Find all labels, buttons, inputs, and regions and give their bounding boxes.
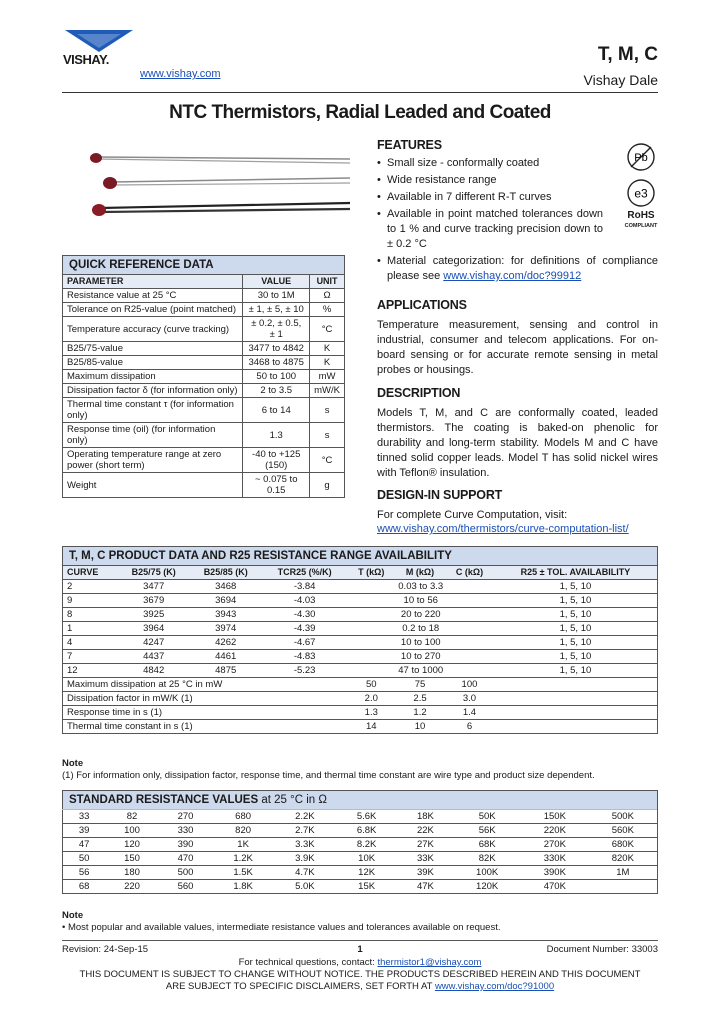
table-row <box>63 866 658 880</box>
parameter-cell: Maximum dissipation <box>63 370 243 384</box>
resistance-value-cell: 330K <box>521 852 589 866</box>
resistance-value-cell: 150K <box>521 810 589 824</box>
standard-note-heading: Note <box>62 910 84 921</box>
unit-cell: K <box>310 342 345 356</box>
spec-c-cell: 100 <box>445 678 494 692</box>
resistance-value-cell: 22K <box>397 824 453 838</box>
resistance-value-cell: 39K <box>397 866 453 880</box>
feature-item: • Wide resistance range <box>377 173 603 188</box>
curve-cell: 2 <box>63 580 118 594</box>
resistance-value-cell: 180 <box>105 866 158 880</box>
standard-values-title-suffix: at 25 °C in Ω <box>258 794 327 806</box>
resistance-value-cell: 390K <box>521 866 589 880</box>
value-cell: ± 0.2, ± 0.5, ± 1 <box>243 317 310 342</box>
spec-c-cell: 1.4 <box>445 706 494 720</box>
spec-c-cell: 6 <box>445 720 494 734</box>
resistance-value-cell: 82 <box>105 810 158 824</box>
feature-item-text: Material categorization: for definitions of compliance please see <box>387 255 658 282</box>
col-header: B25/85 (K) <box>190 566 262 580</box>
table-row <box>63 678 658 692</box>
applications-heading: APPLICATIONS <box>377 298 467 312</box>
tcr-cell: -4.03 <box>262 594 348 608</box>
header-divider <box>62 92 658 93</box>
quick-reference-title: QUICK REFERENCE DATA <box>62 255 345 274</box>
resistance-value-cell: 820 <box>212 824 274 838</box>
table-row <box>63 852 658 866</box>
feature-item: • Available in point matched tolerances down to 1 % and curve tracking precision down to ± 0.2 °C <box>377 207 603 252</box>
spec-m-cell: 1.2 <box>395 706 445 720</box>
table-row <box>63 423 345 448</box>
features-list-2 <box>377 254 658 284</box>
resistance-value-cell: 390 <box>159 838 212 852</box>
unit-cell: g <box>310 473 345 498</box>
value-cell: 3468 to 4875 <box>243 356 310 370</box>
tolerance-cell: 1, 5, 10 <box>494 594 658 608</box>
disclaimer-line-1: THIS DOCUMENT IS SUBJECT TO CHANGE WITHOUT NOTICE. THE PRODUCTS DESCRIBED HEREIN AND THIS DOCUMENT <box>79 969 641 980</box>
quick-reference-grid <box>62 274 345 498</box>
resistance-value-cell: 68K <box>453 838 521 852</box>
resistance-value-cell: 560K <box>589 824 658 838</box>
quick-reference-table <box>62 255 345 498</box>
curve-cell: 1 <box>63 622 118 636</box>
resistance-value-cell: 150 <box>105 852 158 866</box>
table-row <box>63 692 658 706</box>
table-row <box>63 317 345 342</box>
resistance-value-cell: 560 <box>159 880 212 894</box>
logo-wordmark: VISHAY. <box>63 52 109 67</box>
parameter-cell: B25/85-value <box>63 356 243 370</box>
spec-label-cell: Maximum dissipation at 25 °C in mW <box>63 678 348 692</box>
spec-t-cell: 50 <box>348 678 395 692</box>
parameter-cell: Dissipation factor δ (for information only) <box>63 384 243 398</box>
table-row <box>63 303 345 317</box>
resistance-value-cell: 27K <box>397 838 453 852</box>
resistance-value-cell: 3.9K <box>274 852 336 866</box>
website-link[interactable]: www.vishay.com <box>140 68 221 80</box>
unit-cell: °C <box>310 317 345 342</box>
feature-item <box>377 254 658 284</box>
curve-computation-link[interactable]: www.vishay.com/thermistors/curve-computation-list/ <box>377 523 629 535</box>
spec-m-cell: 10 <box>395 720 445 734</box>
page-title: NTC Thermistors, Radial Leaded and Coated <box>169 102 551 123</box>
standard-values-table <box>62 790 658 894</box>
resistance-value-cell: 820K <box>589 852 658 866</box>
tcr-cell: -4.67 <box>262 636 348 650</box>
range-cell: 10 to 56 <box>348 594 494 608</box>
parameter-cell: Weight <box>63 473 243 498</box>
table-row <box>63 384 345 398</box>
spec-m-cell: 2.5 <box>395 692 445 706</box>
spec-label-cell: Thermal time constant in s (1) <box>63 720 348 734</box>
resistance-value-cell: 470 <box>159 852 212 866</box>
b2585-cell: 3694 <box>190 594 262 608</box>
table-row <box>63 880 658 894</box>
resistance-value-cell: 120K <box>453 880 521 894</box>
curve-cell: 4 <box>63 636 118 650</box>
product-data-body <box>63 580 658 734</box>
tcr-cell: -4.39 <box>262 622 348 636</box>
tolerance-cell: 1, 5, 10 <box>494 580 658 594</box>
value-cell: 1.3 <box>243 423 310 448</box>
spec-label-cell: Dissipation factor in mW/K (1) <box>63 692 348 706</box>
resistance-value-cell: 15K <box>336 880 398 894</box>
description-heading: DESCRIPTION <box>377 386 461 400</box>
col-header: M (kΩ) <box>395 566 445 580</box>
table-row <box>63 824 658 838</box>
resistance-value-cell: 47K <box>397 880 453 894</box>
value-cell: 30 to 1M <box>243 289 310 303</box>
unit-cell: s <box>310 423 345 448</box>
resistance-value-cell: 120 <box>105 838 158 852</box>
resistance-value-cell: 1M <box>589 866 658 880</box>
resistance-value-cell: 270K <box>521 838 589 852</box>
spec-t-cell: 1.3 <box>348 706 395 720</box>
b2575-cell: 3679 <box>118 594 190 608</box>
standard-values-body <box>63 810 658 894</box>
resistance-value-cell: 50K <box>453 810 521 824</box>
table-row <box>63 356 345 370</box>
col-header: UNIT <box>310 275 345 289</box>
empty-cell <box>494 692 658 706</box>
table-row <box>63 370 345 384</box>
resistance-value-cell: 56 <box>63 866 106 880</box>
product-note-heading: Note <box>62 758 84 769</box>
spec-t-cell: 2.0 <box>348 692 395 706</box>
table-row <box>63 650 658 664</box>
table-row <box>63 810 658 824</box>
standard-values-title <box>62 790 658 809</box>
curve-cell: 8 <box>63 608 118 622</box>
features-section <box>377 156 658 286</box>
curve-cell: 9 <box>63 594 118 608</box>
value-cell: ± 1, ± 5, ± 10 <box>243 303 310 317</box>
tcr-cell: -4.83 <box>262 650 348 664</box>
standard-values-title-main: STANDARD RESISTANCE VALUES <box>69 794 259 806</box>
tcr-cell: -3.84 <box>262 580 348 594</box>
table-row <box>63 664 658 678</box>
col-header: TCR25 (%/K) <box>262 566 348 580</box>
disclaimer-line-2 <box>0 981 720 992</box>
col-header: VALUE <box>243 275 310 289</box>
disclaimer-line-2-text: ARE SUBJECT TO SPECIFIC DISCLAIMERS, SET FORTH AT <box>165 981 435 992</box>
parameter-cell: Tolerance on R25-value (point matched) <box>63 303 243 317</box>
resistance-value-cell: 1K <box>212 838 274 852</box>
curve-cell: 12 <box>63 664 118 678</box>
range-cell: 47 to 1000 <box>348 664 494 678</box>
parameter-cell: Response time (oil) (for information only) <box>63 423 243 448</box>
empty-cell <box>494 706 658 720</box>
rohs-label: RoHS <box>627 210 655 221</box>
features-heading: FEATURES <box>377 138 442 152</box>
resistance-value-cell: 1.8K <box>212 880 274 894</box>
resistance-value-cell: 56K <box>453 824 521 838</box>
unit-cell: mW <box>310 370 345 384</box>
col-header: PARAMETER <box>63 275 243 289</box>
resistance-value-cell: 5.6K <box>336 810 398 824</box>
rohs-badge <box>621 211 661 231</box>
col-header: CURVE <box>63 566 118 580</box>
resistance-value-cell: 1.2K <box>212 852 274 866</box>
b2585-cell: 3974 <box>190 622 262 636</box>
range-cell: 20 to 220 <box>348 608 494 622</box>
contact-email-link[interactable]: thermistor1@vishay.com <box>377 957 482 968</box>
resistance-value-cell: 3.3K <box>274 838 336 852</box>
parameter-cell: B25/75-value <box>63 342 243 356</box>
tolerance-cell: 1, 5, 10 <box>494 608 658 622</box>
col-header: T (kΩ) <box>348 566 395 580</box>
b2585-cell: 4875 <box>190 664 262 678</box>
col-header: B25/75 (K) <box>118 566 190 580</box>
resistance-value-cell: 12K <box>336 866 398 880</box>
empty-cell <box>494 678 658 692</box>
tolerance-cell: 1, 5, 10 <box>494 650 658 664</box>
unit-cell: Ω <box>310 289 345 303</box>
b2575-cell: 3964 <box>118 622 190 636</box>
parameter-cell: Thermal time constant τ (for information only) <box>63 398 243 423</box>
tolerance-cell: 1, 5, 10 <box>494 664 658 678</box>
standard-values-grid <box>62 809 658 894</box>
disclaimer-link[interactable]: www.vishay.com/doc?91000 <box>434 981 555 992</box>
description-text: Models T, M, and C are conformally coated, leaded thermistors. The coating is baked-on phenolic for durability and long-term stability. Models M and C have tinned solid copper leads. Model T has solid nickel wires with Teflon® insulation. <box>377 407 658 479</box>
lead-free-icon <box>626 142 656 172</box>
table-row <box>63 706 658 720</box>
resistance-value-cell: 82K <box>453 852 521 866</box>
resistance-value-cell: 500 <box>159 866 212 880</box>
resistance-value-cell: 47 <box>63 838 106 852</box>
product-codes: T, M, C <box>597 44 658 65</box>
spec-label-cell: Response time in s (1) <box>63 706 348 720</box>
b2575-cell: 3925 <box>118 608 190 622</box>
spec-t-cell: 14 <box>348 720 395 734</box>
curve-cell: 7 <box>63 650 118 664</box>
table-row <box>63 594 658 608</box>
resistance-value-cell: 220K <box>521 824 589 838</box>
tolerance-cell: 1, 5, 10 <box>494 636 658 650</box>
value-cell: 2 to 3.5 <box>243 384 310 398</box>
resistance-value-cell: 6.8K <box>336 824 398 838</box>
resistance-value-cell: 68 <box>63 880 106 894</box>
resistance-value-cell: 500K <box>589 810 658 824</box>
table-row <box>63 473 345 498</box>
resistance-value-cell: 10K <box>336 852 398 866</box>
resistance-value-cell: 680 <box>212 810 274 824</box>
range-cell: 0.03 to 3.3 <box>348 580 494 594</box>
value-cell: ~ 0.075 to 0.15 <box>243 473 310 498</box>
unit-cell: % <box>310 303 345 317</box>
resistance-value-cell: 270 <box>159 810 212 824</box>
standard-note: • Most popular and available values, intermediate resistance values and tolerances available on request. <box>62 922 501 933</box>
brand-name: Vishay Dale <box>583 72 658 88</box>
page-number: 1 <box>357 944 363 955</box>
resistance-value-cell: 100 <box>105 824 158 838</box>
feature-item: • Available in 7 different R-T curves <box>377 190 603 205</box>
tcr-cell: -4.30 <box>262 608 348 622</box>
unit-cell: °C <box>310 448 345 473</box>
design-in-heading: DESIGN-IN SUPPORT <box>377 488 503 502</box>
range-cell: 0.2 to 18 <box>348 622 494 636</box>
table-row <box>63 636 658 650</box>
empty-cell <box>494 720 658 734</box>
b2575-cell: 4842 <box>118 664 190 678</box>
range-cell: 10 to 100 <box>348 636 494 650</box>
resistance-value-cell: 50 <box>63 852 106 866</box>
table-row <box>63 289 345 303</box>
value-cell: 50 to 100 <box>243 370 310 384</box>
resistance-value-cell: 680K <box>589 838 658 852</box>
table-row <box>63 622 658 636</box>
thermistor-photo <box>85 145 355 225</box>
product-note: (1) For information only, dissipation factor, response time, and thermal time constant are wire type and product size dependent. <box>62 770 595 781</box>
resistance-value-cell: 39 <box>63 824 106 838</box>
resistance-value-cell: 2.2K <box>274 810 336 824</box>
parameter-cell: Resistance value at 25 °C <box>63 289 243 303</box>
parameter-cell: Operating temperature range at zero power (short term) <box>63 448 243 473</box>
resistance-value-cell: 220 <box>105 880 158 894</box>
product-data-title: T, M, C PRODUCT DATA AND R25 RESISTANCE RANGE AVAILABILITY <box>62 546 658 565</box>
resistance-value-cell: 5.0K <box>274 880 336 894</box>
footer-divider <box>62 940 658 941</box>
product-data-grid <box>62 565 658 734</box>
value-cell: 6 to 14 <box>243 398 310 423</box>
resistance-value-cell: 8.2K <box>336 838 398 852</box>
compliance-link[interactable]: www.vishay.com/doc?99912 <box>443 270 582 282</box>
spec-c-cell: 3.0 <box>445 692 494 706</box>
e3-label: e3 <box>634 186 648 201</box>
table-row <box>63 720 658 734</box>
parameter-cell: Temperature accuracy (curve tracking) <box>63 317 243 342</box>
tolerance-cell: 1, 5, 10 <box>494 622 658 636</box>
value-cell: -40 to +125 (150) <box>243 448 310 473</box>
value-cell: 3477 to 4842 <box>243 342 310 356</box>
resistance-value-cell: 330 <box>159 824 212 838</box>
table-row <box>63 580 658 594</box>
table-row <box>63 448 345 473</box>
b2575-cell: 4247 <box>118 636 190 650</box>
rohs-sub: COMPLIANT <box>624 223 658 229</box>
tcr-cell: -5.23 <box>262 664 348 678</box>
resistance-value-cell: 4.7K <box>274 866 336 880</box>
technical-questions <box>0 957 720 968</box>
b2585-cell: 4262 <box>190 636 262 650</box>
revision-date: Revision: 24-Sep-15 <box>62 944 149 955</box>
b2585-cell: 3468 <box>190 580 262 594</box>
technical-questions-text: For technical questions, contact: <box>238 957 378 968</box>
feature-item: • Small size - conformally coated <box>377 156 603 171</box>
resistance-value-cell: 100K <box>453 866 521 880</box>
unit-cell: s <box>310 398 345 423</box>
quick-reference-body <box>63 289 345 498</box>
table-row <box>63 398 345 423</box>
resistance-value-cell <box>589 880 658 894</box>
col-header: R25 ± TOL. AVAILABILITY <box>494 566 658 580</box>
resistance-value-cell: 18K <box>397 810 453 824</box>
table-row <box>63 342 345 356</box>
b2585-cell: 4461 <box>190 650 262 664</box>
product-data-table <box>62 546 658 734</box>
unit-cell: K <box>310 356 345 370</box>
b2585-cell: 3943 <box>190 608 262 622</box>
resistance-value-cell: 470K <box>521 880 589 894</box>
unit-cell: mW/K <box>310 384 345 398</box>
col-header: C (kΩ) <box>445 566 494 580</box>
design-in-text: For complete Curve Computation, visit: <box>377 509 568 521</box>
resistance-value-cell: 2.7K <box>274 824 336 838</box>
b2575-cell: 4437 <box>118 650 190 664</box>
e3-icon <box>626 178 656 208</box>
pb-label: Pb <box>634 152 648 164</box>
b2575-cell: 3477 <box>118 580 190 594</box>
resistance-value-cell: 1.5K <box>212 866 274 880</box>
features-list <box>377 156 603 252</box>
resistance-value-cell: 33K <box>397 852 453 866</box>
applications-text: Temperature measurement, sensing and control in industrial, consumer and telecom applications. For on-board sensing or for accurate remote sensing in metal probes or housings. <box>377 319 658 376</box>
spec-m-cell: 75 <box>395 678 445 692</box>
table-row <box>63 608 658 622</box>
document-number: Document Number: 33003 <box>546 944 658 955</box>
table-row <box>63 838 658 852</box>
range-cell: 10 to 270 <box>348 650 494 664</box>
resistance-value-cell: 33 <box>63 810 106 824</box>
